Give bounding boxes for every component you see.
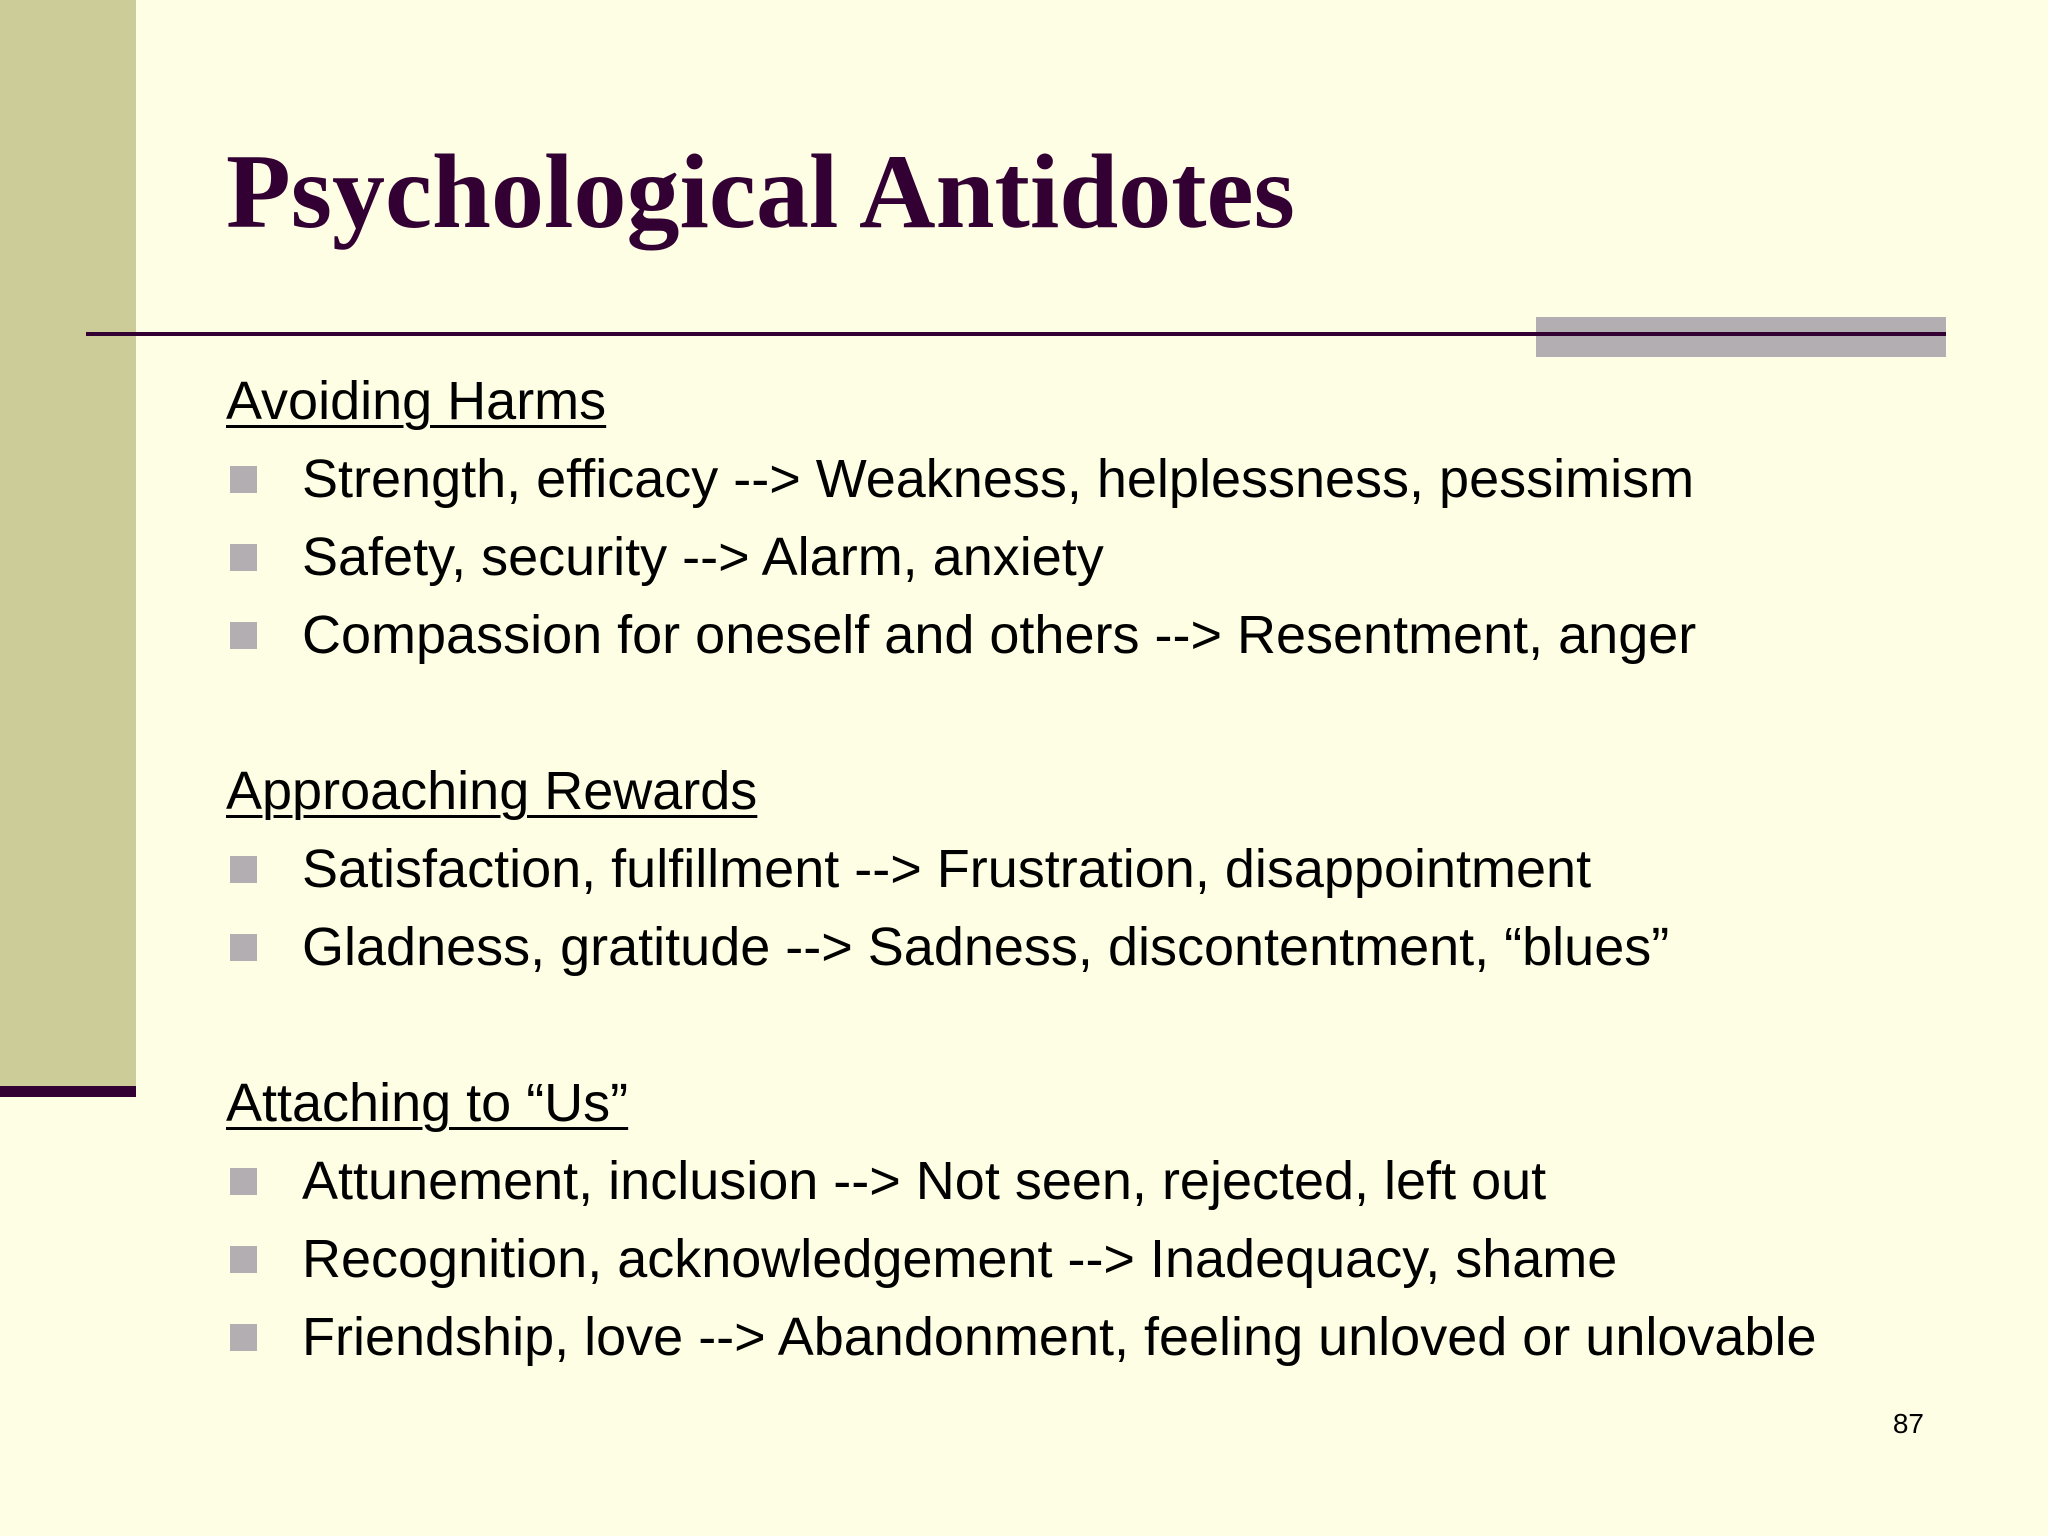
square-bullet-icon <box>230 856 257 883</box>
title-rule <box>86 332 1946 336</box>
list-item-text: Compassion for oneself and others --> Resentment, anger <box>302 605 1697 665</box>
list-item-text: Recognition, acknowledgement --> Inadequacy, shame <box>302 1229 1618 1289</box>
list-item <box>226 908 1966 986</box>
list-item-text: Gladness, gratitude --> Sadness, discontentment, “blues” <box>302 917 1670 977</box>
square-bullet-icon <box>230 466 257 493</box>
section-avoiding-harms <box>226 362 1966 674</box>
side-bar <box>0 0 136 1086</box>
list-item <box>226 1142 1966 1220</box>
square-bullet-icon <box>230 1168 257 1195</box>
square-bullet-icon <box>230 1324 257 1351</box>
list-item-text: Satisfaction, fulfillment --> Frustration, disappointment <box>302 839 1592 899</box>
list-item <box>226 596 1966 674</box>
list-item <box>226 830 1966 908</box>
list-item <box>226 1298 1966 1376</box>
list-item-text: Safety, security --> Alarm, anxiety <box>302 527 1104 587</box>
list-item-text: Strength, efficacy --> Weakness, helplessness, pessimism <box>302 449 1695 509</box>
list-item <box>226 440 1966 518</box>
slide-title: Psychological Antidotes <box>226 133 1295 250</box>
section-heading: Attaching to “Us” <box>226 1073 629 1133</box>
square-bullet-icon <box>230 1246 257 1273</box>
section-approaching-rewards <box>226 752 1966 986</box>
list-item-text: Attunement, inclusion --> Not seen, rejected, left out <box>302 1151 1547 1211</box>
title-rule-accent-block <box>1536 317 1946 357</box>
list-item <box>226 1220 1966 1298</box>
slide-content <box>226 362 1966 1376</box>
square-bullet-icon <box>230 934 257 961</box>
section-heading: Approaching Rewards <box>226 761 758 821</box>
square-bullet-icon <box>230 544 257 571</box>
list-item <box>226 518 1966 596</box>
slide-number: 87 <box>1892 1408 1924 1439</box>
section-attaching-to-us <box>226 1064 1966 1376</box>
side-bar-accent <box>0 1086 136 1097</box>
square-bullet-icon <box>230 622 257 649</box>
section-heading: Avoiding Harms <box>226 371 607 431</box>
list-item-text: Friendship, love --> Abandonment, feeling unloved or unlovable <box>302 1307 1817 1367</box>
